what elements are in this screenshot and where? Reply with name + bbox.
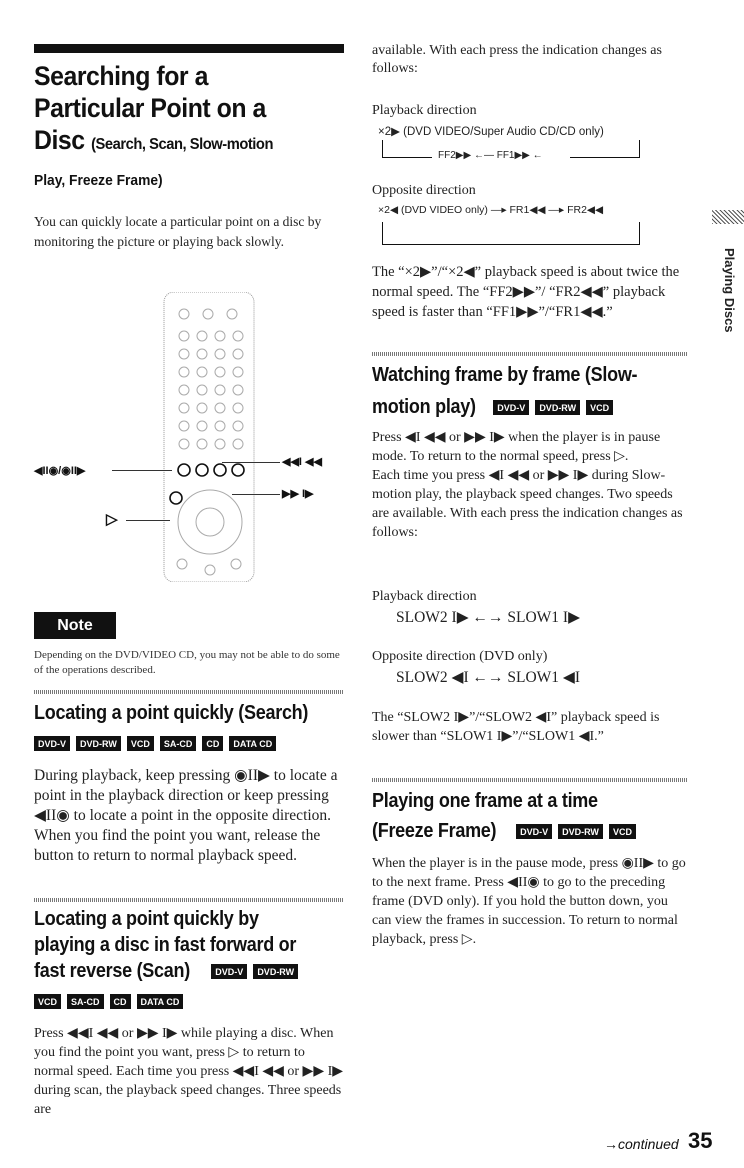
badge-dvd-v: DVD-V xyxy=(516,824,552,839)
badge-sa-cd: SA-CD xyxy=(67,994,104,1009)
diagram-bracket xyxy=(639,222,640,244)
title-line-2: Particular Point on a xyxy=(34,93,266,123)
scan-heading-line2: playing a disc in fast forward or xyxy=(34,934,297,956)
opp-dir-line1: ×2◀ (DVD VIDEO only) —▸ FR1◀◀ —▸ FR2◀◀ xyxy=(378,204,604,216)
callout-line-fwd xyxy=(232,494,280,495)
section-rule-scan xyxy=(34,898,344,902)
section-rule-freeze xyxy=(372,778,688,782)
section-rule-slow xyxy=(372,352,688,356)
badge-vcd: VCD xyxy=(34,994,61,1009)
slow-heading xyxy=(372,362,688,420)
intro-text: You can quickly locate a particular point on a disc by monitoring the picture or playing back slowly. xyxy=(34,214,322,249)
badge-vcd: VCD xyxy=(609,824,636,839)
slow-heading-line2: motion play) xyxy=(372,396,476,418)
title-line-1: Searching for a xyxy=(34,61,208,91)
scan-continued-text: available. With each press the indication changes as follows: xyxy=(372,43,662,76)
badge-vcd: VCD xyxy=(586,400,613,415)
badge-data-cd: DATA CD xyxy=(137,994,184,1009)
title-line-3-sub: (Search, Scan, Slow-motion xyxy=(91,136,273,153)
callout-line-rev xyxy=(222,462,280,463)
badge-dvd-v: DVD-V xyxy=(493,400,529,415)
diagram-bracket xyxy=(382,222,383,244)
remote-illustration xyxy=(162,292,256,582)
scan-heading-line1: Locating a point quickly by xyxy=(34,908,259,930)
search-badges xyxy=(34,734,346,752)
scan-body: Press ◀◀I ◀◀ or ▶▶ I▶ while playing a disc. When you find the point you want, press ▷ to return to normal speed. Each time you press ◀◀I ◀◀ or ▶▶ I▶ during scan, the playback speed changes. Three speeds are xyxy=(34,1026,344,1117)
freeze-body: When the player is in the pause mode, press ◉II▶ to go to the next frame. Press ◀II◉ to go to the preceding frame (DVD only). If you hold the button down, you can view the frames in succession. To return to normal playback, press ▷. xyxy=(372,856,686,947)
slow-opp-label: Opposite direction (DVD only) xyxy=(372,649,548,664)
side-tab-marker xyxy=(712,210,744,224)
freeze-heading xyxy=(372,788,688,844)
diagram-bracket xyxy=(382,244,640,245)
diagram-bracket xyxy=(382,140,383,158)
badge-vcd: VCD xyxy=(127,736,154,751)
badge-cd: CD xyxy=(202,736,223,751)
badge-dvd-rw: DVD-RW xyxy=(253,964,298,979)
slow-pb-label: Playback direction xyxy=(372,589,477,604)
slow-opp-line: SLOW2 ◀I ←→ SLOW1 ◀I xyxy=(396,669,580,686)
badge-dvd-v: DVD-V xyxy=(34,736,70,751)
side-tab-label: Playing Discs xyxy=(722,248,737,333)
badge-data-cd: DATA CD xyxy=(229,736,276,751)
note-label: Note xyxy=(34,612,116,639)
slow-note: The “SLOW2 I▶”/“SLOW2 ◀I” playback speed is slower than “SLOW1 I▶”/“SLOW1 ◀I.” xyxy=(372,710,660,744)
callout-line-left xyxy=(112,470,172,471)
callout-reverse: ◀◀I ◀◀ xyxy=(282,456,322,468)
page-title xyxy=(34,60,324,161)
section-rule-search xyxy=(34,690,344,694)
slow-pb-line: SLOW2 I▶ ←→ SLOW1 I▶ xyxy=(396,609,580,626)
pb-dir-line2: FF2▶▶ ←— FF1▶▶ ← xyxy=(438,150,543,161)
badge-dvd-rw: DVD-RW xyxy=(558,824,603,839)
scan-heading xyxy=(34,906,346,1010)
slow-body: Press ◀I ◀◀ or ▶▶ I▶ when the player is in pause mode. To return to the normal speed, press ▷. Each time you press ◀I ◀◀ or ▶▶ I▶ during Slow-motion play, the playback speed changes. Two speeds are available. With each press the indication changes as follows: xyxy=(372,430,683,540)
title-line-3: Disc xyxy=(34,125,85,155)
diagram-bracket xyxy=(570,157,640,158)
search-heading: Locating a point quickly (Search) xyxy=(34,702,309,724)
callout-pause-step: ◀II◉/◉II▶ xyxy=(34,465,86,477)
slow-heading-line1: Watching frame by frame (Slow- xyxy=(372,364,638,386)
pb-dir-line1: ×2▶ (DVD VIDEO/Super Audio CD/CD only) xyxy=(378,126,604,138)
callout-line-play xyxy=(126,520,170,521)
callout-forward: ▶▶ I▶ xyxy=(282,488,314,500)
page-number: 35 xyxy=(688,1128,713,1153)
badge-dvd-v: DVD-V xyxy=(211,964,247,979)
scan-heading-line3: fast reverse (Scan) xyxy=(34,960,190,982)
title-rule xyxy=(34,44,344,53)
continued-label: →continued xyxy=(604,1136,679,1152)
scan-speed-note: The “×2▶”/“×2◀” playback speed is about twice the normal speed. The “FF2▶▶”/ “FR2◀◀” playback speed is faster than “FF1▶▶”/“FR1◀◀.” xyxy=(372,264,680,320)
badge-sa-cd: SA-CD xyxy=(160,736,197,751)
search-body: During playback, keep pressing ◉II▶ to locate a point in the playback direction or keep pressing ◀II◉ to locate a point in the opposite direction. When you find the point you want, release the button to return to normal playback speed. xyxy=(34,767,338,864)
badge-dvd-rw: DVD-RW xyxy=(76,736,121,751)
diagram-bracket xyxy=(382,157,432,158)
freeze-heading-line2: (Freeze Frame) xyxy=(372,820,497,842)
note-text: Depending on the DVD/VIDEO CD, you may not be able to do some of the operations described. xyxy=(34,649,340,676)
opp-dir-label: Opposite direction xyxy=(372,183,476,198)
pb-dir-label: Playback direction xyxy=(372,103,477,118)
callout-play: ▷ xyxy=(106,511,118,528)
badge-dvd-rw: DVD-RW xyxy=(535,400,580,415)
page-subtitle: Play, Freeze Frame) xyxy=(34,172,163,189)
diagram-bracket xyxy=(639,140,640,158)
freeze-heading-line1: Playing one frame at a time xyxy=(372,790,598,812)
badge-cd: CD xyxy=(110,994,131,1009)
